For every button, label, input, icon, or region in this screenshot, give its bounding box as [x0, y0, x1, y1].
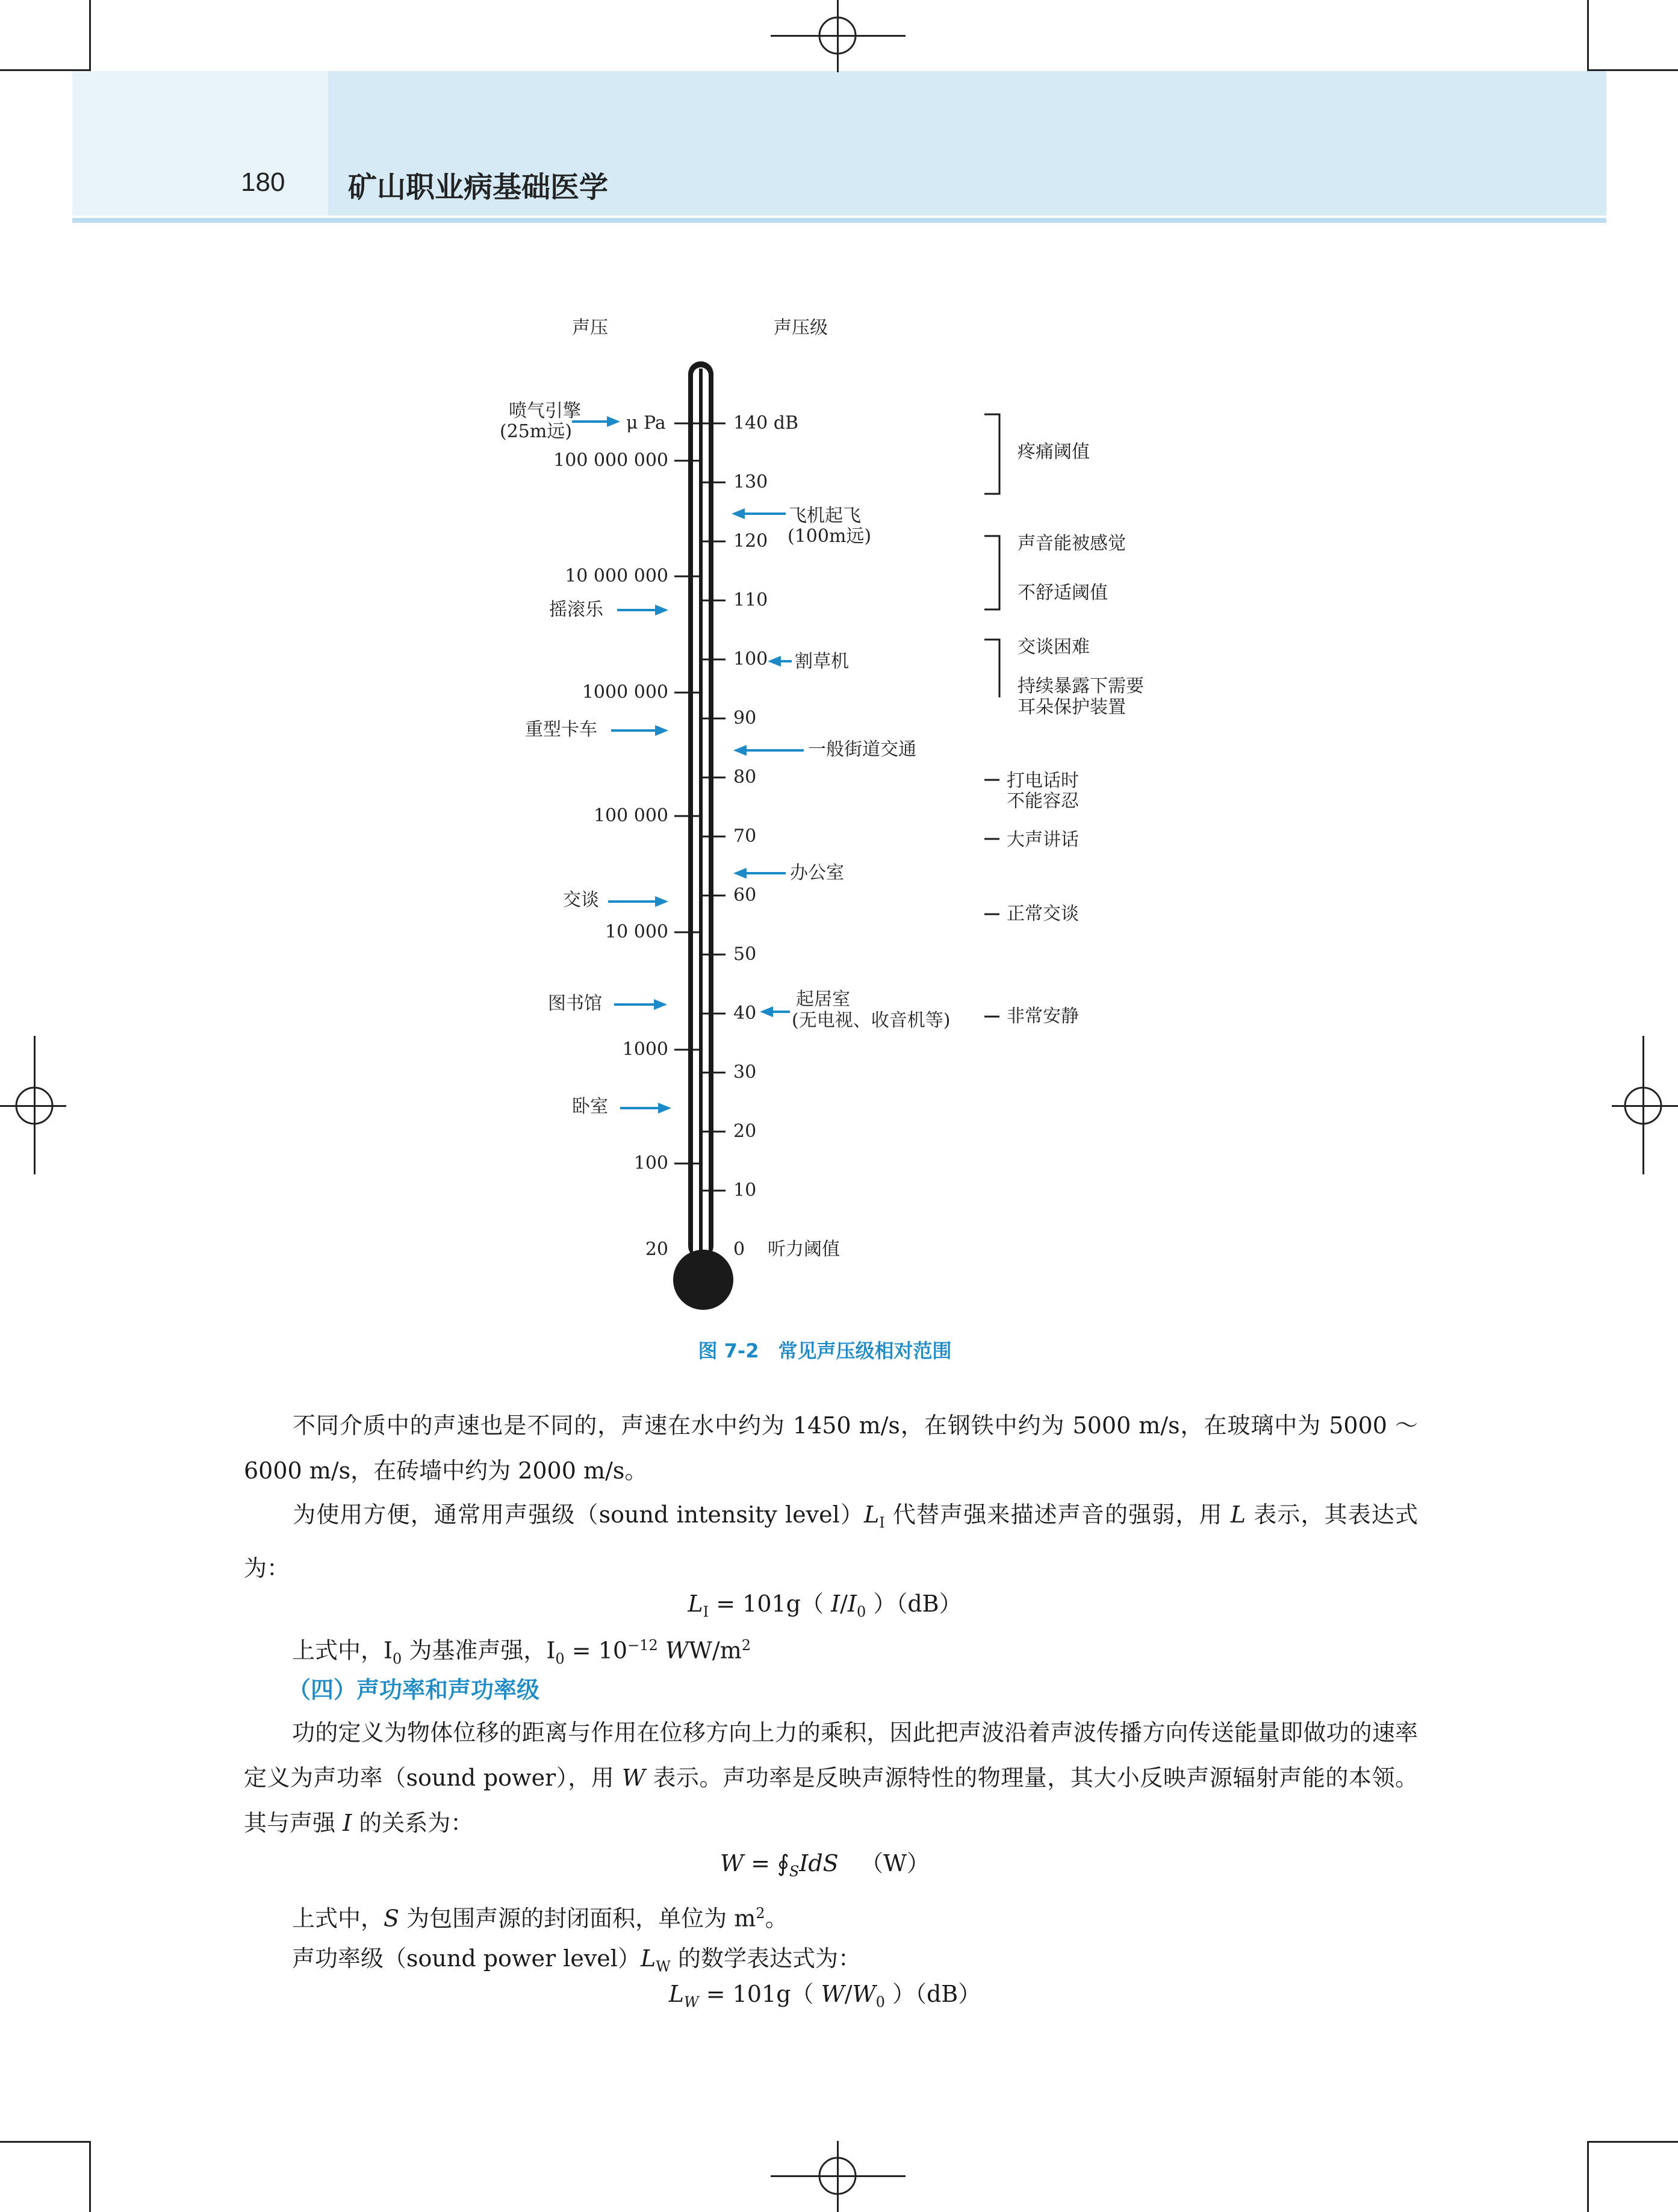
left-tick-label: 100	[633, 1153, 668, 1174]
effect-pain: 疼痛阈值	[1018, 441, 1090, 463]
arrow-truck	[611, 725, 668, 736]
arrow-talk	[608, 896, 668, 907]
source-library: 图书馆	[548, 993, 602, 1014]
effect-talk-hard: 交谈困难	[1018, 637, 1090, 658]
effect-phone-1: 打电话时	[1007, 770, 1079, 791]
source-bedroom: 卧室	[572, 1096, 608, 1117]
paragraph-sound-speed: 不同介质中的声速也是不同的，声速在水中约为 1450 m/s，在钢铁中约为 5000 m/s，在玻璃中为 5000 ～ 6000 m/s，在砖墙中约为 2000 m/s。	[244, 1412, 1418, 1484]
arrow-office	[733, 868, 786, 879]
right-tick-label: 40	[733, 1003, 757, 1024]
source-truck: 重型卡车	[525, 719, 597, 740]
effect-discomfort: 不舒适阈值	[1018, 582, 1108, 603]
right-tick-label: 70	[733, 826, 757, 847]
right-tick-label: 20	[733, 1121, 757, 1142]
arrow-bedroom	[620, 1103, 671, 1114]
right-tick-label: 90	[733, 708, 757, 729]
right-tick-label: 30	[733, 1062, 757, 1083]
col-label-pressure: 声压	[572, 317, 608, 338]
left-tick-label: 100 000	[593, 805, 668, 826]
effect-protect-2: 耳朵保护装置	[1018, 697, 1126, 718]
left-tick-label: 10 000 000	[565, 565, 668, 587]
paragraph-sound-power: 功的定义为物体位移的距离与作用在位移方向上力的乘积，因此把声波沿着声波传播方向传送能量即做功的速率定义为声功率（sound power），用 W 表示。声功率是反映声源特性的物理量，其大小反映声源辐射声能的本领。其与声强 I 的关系为：	[244, 1719, 1418, 1836]
source-office: 办公室	[790, 862, 844, 883]
bracket-pain	[984, 414, 999, 494]
source-traffic: 一般街道交通	[808, 739, 916, 760]
effect-perceived: 声音能被感觉	[1018, 533, 1126, 554]
arrow-living	[760, 1006, 790, 1017]
source-jet: 喷气引擎	[509, 400, 581, 422]
right-tick-label: 100	[733, 649, 768, 670]
source-takeoff: 飞机起飞	[789, 505, 861, 526]
bracket-perceived	[984, 536, 999, 609]
left-tick-label: 100 000 000	[553, 450, 668, 471]
source-living: 起居室	[796, 989, 850, 1010]
effect-normal: 正常交谈	[1007, 903, 1079, 924]
col-label-level: 声压级	[774, 317, 828, 338]
section-heading-sound-power: （四）声功率和声功率级	[288, 1677, 540, 1703]
paragraph-surface-area: 上式中，S 为包围声源的封闭面积，单位为 $m^2$。	[292, 1905, 788, 1932]
right-tick-label: 50	[733, 944, 757, 965]
effect-loud: 大声讲话	[1007, 829, 1079, 850]
right-tick-label: 80	[733, 767, 757, 788]
source-living-note: (无电视、收音机等)	[792, 1010, 951, 1031]
formula-intensity-level: $L_I = 101g$（ $I/I_0$ ）（dB）	[688, 1590, 962, 1621]
arrow-rock	[617, 605, 668, 615]
right-tick-label: 0	[733, 1239, 745, 1260]
effect-quiet: 非常安静	[1007, 1006, 1079, 1027]
arrow-traffic	[733, 745, 804, 756]
left-unit: μ Pa	[626, 413, 666, 434]
formula-power-level: $L_W = 101g$（ $W/W_0$ ）（dB）	[668, 1981, 981, 2011]
paragraph-intensity-level: 为使用方便，通常用声强级（sound intensity $level)L_I$ 代替声强来描述声音的强弱，用 L 表示，其表达式为：	[244, 1501, 1418, 1581]
arrow-library	[614, 999, 667, 1010]
source-rock: 摇滚乐	[549, 599, 603, 620]
left-tick-label: 10 000	[605, 921, 668, 942]
right-tick-label: 110	[733, 590, 768, 611]
source-talk: 交谈	[563, 889, 599, 911]
source-takeoff-dist: (100m远)	[788, 526, 872, 547]
right-tick-label: 10	[733, 1180, 757, 1201]
left-tick-label: 20	[645, 1239, 668, 1260]
left-tick-label: 1000 000	[582, 682, 668, 703]
source-jet-dist: (25m远)	[500, 421, 573, 442]
paragraph-power-level: 声功率级（sound power $level)L_W$ 的数学表达式为：	[292, 1945, 861, 1975]
right-tick-label: 60	[733, 885, 757, 906]
left-tick-label: 1000	[622, 1039, 668, 1060]
formula-sound-power: $W = ∮_SIdS$ （W）	[720, 1850, 930, 1880]
effect-protect-1: 持续暴露下需要	[1018, 676, 1144, 697]
right-tick-label: 120	[733, 531, 768, 552]
arrow-mower	[768, 656, 792, 667]
bracket-talk	[984, 640, 999, 697]
arrow-takeoff	[732, 508, 786, 519]
figure-caption: 图 7-2 常见声压级相对范围	[698, 1339, 952, 1362]
right-tick-label: 130	[733, 472, 768, 493]
page-number: 180	[241, 167, 285, 197]
effect-phone-2: 不能容忍	[1007, 791, 1079, 812]
hearing-threshold: 听力阈值	[768, 1239, 840, 1260]
right-tick-label: 140 dB	[733, 413, 799, 434]
paragraph-reference-intensity: 上式中，$I_0$ 为基准声强，$I_0 = 10^{-12}$ $WW/m^2$	[292, 1637, 751, 1668]
book-title: 矿山职业病基础医学	[348, 170, 609, 204]
source-mower: 割草机	[795, 651, 849, 672]
